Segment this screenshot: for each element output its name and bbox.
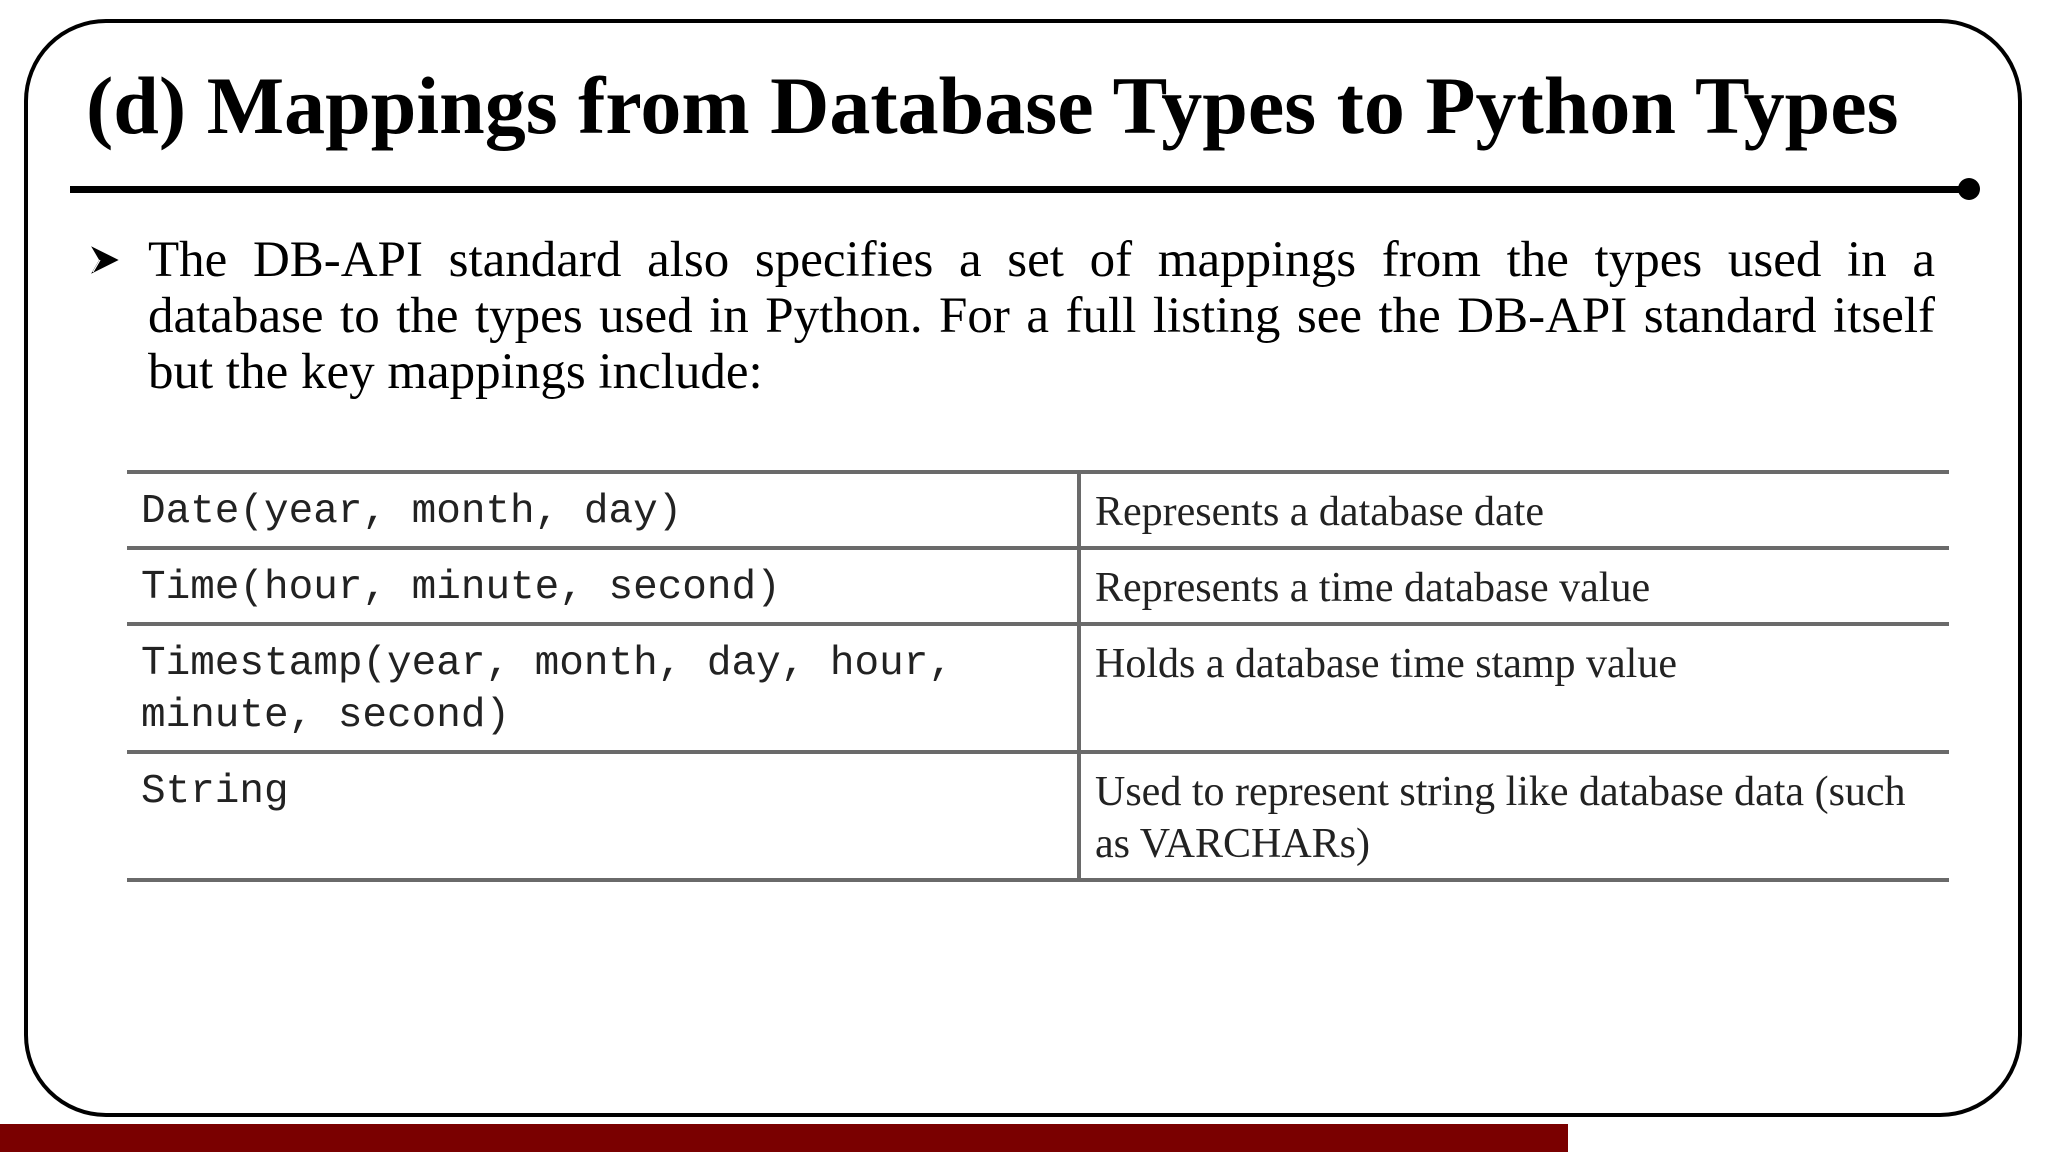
type-description-cell: Holds a database time stamp value — [1095, 641, 1677, 687]
database-type-cell: Date(year, month, day) — [127, 472, 1079, 548]
type-description-cell: Used to represent string like database data (such as VARCHARs) — [1095, 769, 1906, 867]
database-type-cell: String — [127, 752, 1079, 880]
title-underline — [70, 186, 1972, 193]
table-row — [127, 624, 1949, 752]
database-type-cell: Time(hour, minute, second) — [127, 548, 1079, 624]
arrowhead-bullet-icon — [90, 232, 148, 288]
title-underline-end-dot — [1958, 178, 1980, 200]
type-description-cell: Represents a database date — [1095, 489, 1544, 535]
bullet-point — [90, 232, 1935, 400]
database-type-cell: Timestamp(year, month, day, hour, minute, second) — [127, 624, 1079, 752]
table-row — [127, 472, 1949, 548]
slide-title: (d) Mappings from Database Types to Python Types — [86, 60, 1899, 151]
table-row — [127, 752, 1949, 880]
type-description-cell: Represents a time database value — [1095, 565, 1651, 611]
table-row — [127, 548, 1949, 624]
type-mapping-table — [127, 470, 1949, 882]
bullet-text: The DB-API standard also specifies a set of mappings from the types used in a database to the types used in Python. For a full listing see the DB-API standard itself but the key mappings include: — [148, 232, 1935, 400]
footer-accent-bar — [0, 1124, 1568, 1152]
